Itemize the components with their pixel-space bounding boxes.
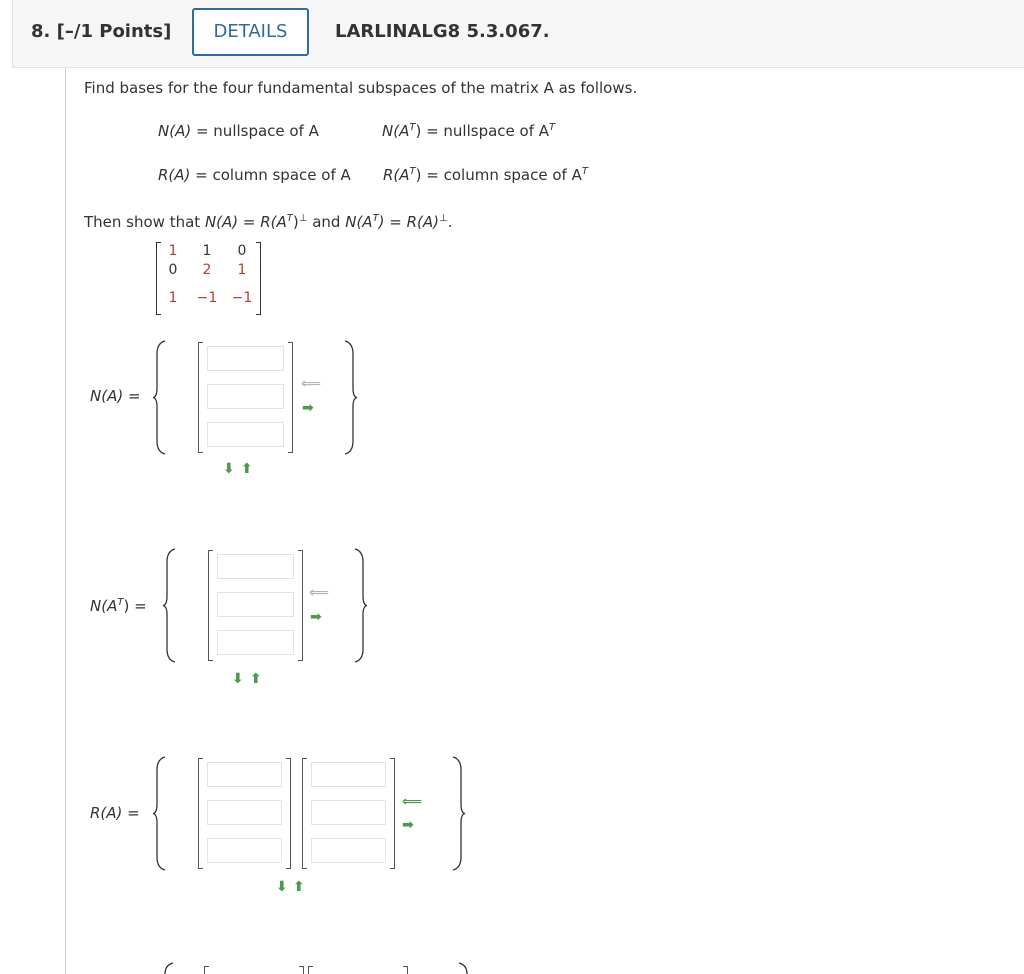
right-brace-icon — [342, 340, 358, 455]
na-vector-1 — [198, 342, 293, 453]
matrix-cell: 1 — [237, 262, 247, 278]
na-v1-entry-1[interactable] — [207, 346, 284, 371]
vector-left-bracket — [198, 342, 203, 453]
na-v1-entry-2[interactable] — [207, 384, 284, 409]
nat-label-1: N(A — [90, 597, 118, 615]
right-brace-icon — [456, 962, 472, 974]
details-button[interactable]: DETAILS — [192, 8, 309, 56]
remove-row-icon[interactable]: ⬆ — [241, 461, 253, 477]
right-brace-icon — [352, 548, 368, 663]
def-colspace-at — [383, 166, 588, 184]
nat-label — [90, 597, 147, 615]
matrix-cell: −1 — [196, 290, 218, 306]
problem-id: LARLINALG8 5.3.067. — [335, 21, 550, 42]
left-brace-icon — [160, 962, 176, 974]
matrix-cell: 2 — [202, 262, 212, 278]
remove-column-icon[interactable]: ⟸ — [402, 794, 423, 810]
nat-v1-entry-2[interactable] — [217, 592, 294, 617]
then-show-end: . — [447, 213, 453, 231]
ra-v2-entry-1[interactable] — [311, 762, 386, 787]
matrix-cell: 0 — [237, 243, 247, 259]
then-show-and: and — [307, 213, 346, 231]
vector-right-bracket — [403, 966, 408, 974]
problem-intro: Find bases for the four fundamental subspaces of the matrix A as follows. — [84, 79, 638, 97]
def-colspace-a — [158, 166, 351, 184]
ra-v1-entry-2[interactable] — [207, 800, 282, 825]
nat-label-2: ) = — [123, 597, 147, 615]
then-show-2: ) — [292, 213, 299, 231]
then-show-4: ) = R(A) — [378, 213, 440, 231]
vector-left-bracket — [204, 966, 209, 974]
def-ra-rhs: = column space of A — [195, 166, 351, 184]
sup-t: T — [409, 122, 416, 133]
question-number-text: 8. — [31, 21, 51, 42]
add-column-icon[interactable]: ➡ — [310, 609, 322, 625]
na-v1-entry-3[interactable] — [207, 422, 284, 447]
vector-left-bracket — [302, 758, 307, 869]
matrix-cell: 1 — [168, 290, 178, 306]
question-header — [12, 0, 1024, 68]
ra-label: R(A) = — [90, 804, 140, 822]
remove-column-icon[interactable]: ⟸ — [301, 376, 322, 392]
vector-left-bracket — [208, 550, 213, 661]
rat-vector-2 — [308, 966, 408, 974]
add-row-icon[interactable]: ⬇ — [276, 879, 288, 895]
add-row-icon[interactable]: ⬇ — [232, 671, 244, 687]
matrix-cell: −1 — [231, 290, 253, 306]
na-label: N(A) = — [90, 387, 141, 405]
remove-row-icon[interactable]: ⬆ — [293, 879, 305, 895]
rat-vector-1 — [204, 966, 304, 974]
sup-t: T — [286, 213, 293, 224]
ra-vector-1 — [198, 758, 291, 869]
ra-v2-entry-3[interactable] — [311, 838, 386, 863]
vector-right-bracket — [390, 758, 395, 869]
sup-t: T — [117, 597, 124, 608]
points-label: [–/1 Points] — [56, 21, 172, 42]
matrix-cell: 0 — [168, 262, 178, 278]
def-nat-lhs: N(A — [382, 122, 410, 140]
then-show-1: N(A) = R(A — [204, 213, 287, 231]
ra-v1-entry-1[interactable] — [207, 762, 282, 787]
add-column-icon[interactable]: ➡ — [302, 400, 314, 416]
vector-right-bracket — [298, 550, 303, 661]
def-nullspace-at — [382, 122, 555, 140]
sup-t: T — [372, 213, 379, 224]
vector-left-bracket — [308, 966, 313, 974]
sup-t: T — [581, 166, 588, 177]
remove-row-icon[interactable]: ⬆ — [250, 671, 262, 687]
then-show-statement — [84, 213, 453, 231]
def-nat-rhs: ) = nullspace of A — [415, 122, 550, 140]
ra-vector-2 — [302, 758, 395, 869]
left-brace-icon — [162, 548, 178, 663]
matrix-cell: 1 — [168, 243, 178, 259]
matrix-a — [156, 242, 261, 315]
nat-v1-entry-1[interactable] — [217, 554, 294, 579]
nat-v1-entry-3[interactable] — [217, 630, 294, 655]
matrix-right-bracket — [256, 242, 261, 315]
sup-t: T — [549, 122, 556, 133]
vector-right-bracket — [286, 758, 291, 869]
def-ra-lhs: R(A) — [158, 166, 191, 184]
vector-left-bracket — [198, 758, 203, 869]
nat-vector-1 — [208, 550, 303, 661]
vector-right-bracket — [288, 342, 293, 453]
then-show-3: N(A — [345, 213, 373, 231]
def-nullspace-a — [158, 122, 319, 140]
def-na-lhs: N(A) — [158, 122, 192, 140]
right-brace-icon — [450, 756, 466, 871]
def-rat-lhs: R(A — [383, 166, 410, 184]
left-brace-icon — [152, 756, 168, 871]
question-number — [31, 21, 171, 42]
remove-column-icon[interactable]: ⟸ — [309, 585, 330, 601]
ra-v2-entry-2[interactable] — [311, 800, 386, 825]
left-brace-icon — [152, 340, 168, 455]
ra-v1-entry-3[interactable] — [207, 838, 282, 863]
sup-perp: ⊥ — [439, 213, 448, 224]
sup-perp: ⊥ — [298, 213, 308, 224]
add-column-icon[interactable]: ➡ — [402, 817, 414, 833]
add-row-icon[interactable]: ⬇ — [223, 461, 235, 477]
def-na-rhs: = nullspace of A — [195, 122, 319, 140]
matrix-cell: 1 — [202, 243, 212, 259]
def-rat-rhs: ) = column space of A — [415, 166, 582, 184]
then-show-prefix: Then show that — [84, 213, 205, 231]
sup-t: T — [409, 166, 416, 177]
vector-right-bracket — [299, 966, 304, 974]
content-left-rule — [65, 68, 66, 974]
